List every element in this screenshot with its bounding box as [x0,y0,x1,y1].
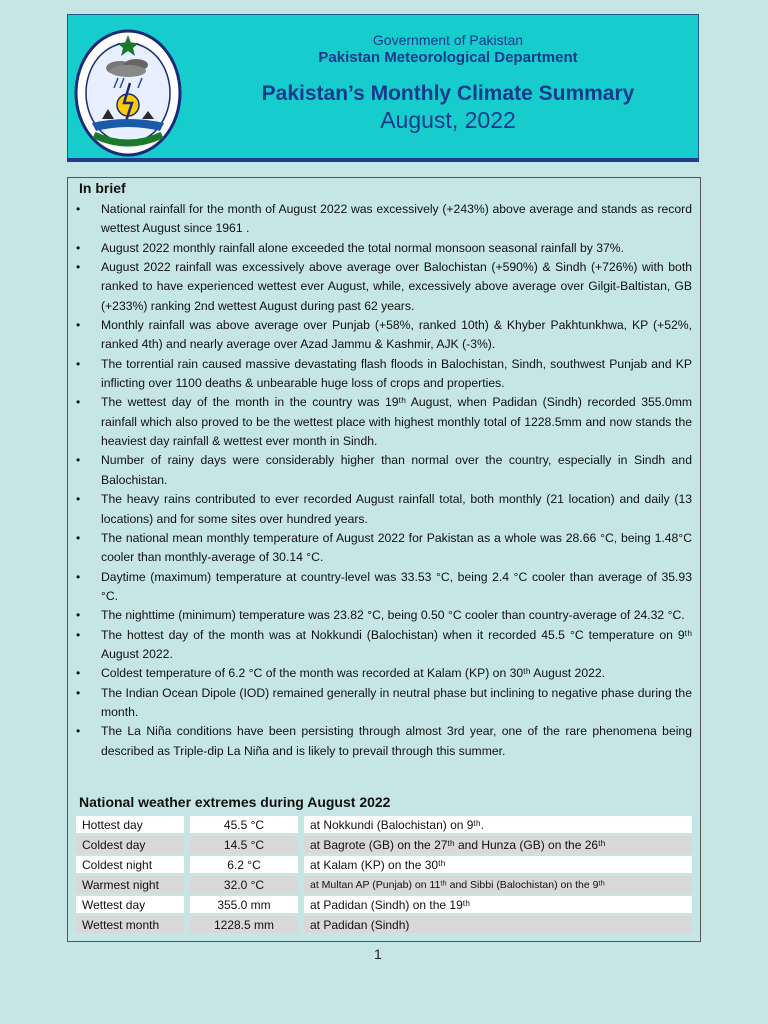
table-row [76,856,692,873]
bullet-text: National rainfall for the month of August 2022 was excessively (+243%) above average and stands as record wettest August since 1961 . [101,202,692,236]
bullet-text: The La Niña conditions have been persisting through almost 3rd year, one of the rare phenomena being described as Triple-dip La Niña and is likely to prevail through this summer. [101,724,692,758]
government-label: Government of Pakistan [372,32,524,48]
extreme-detail: at Nokkundi (Balochistan) on 9ᵗʰ. [304,816,692,833]
department-label: Pakistan Meteorological Department [318,49,578,66]
bullet-icon: • [76,627,81,642]
extreme-label: Wettest month [76,916,184,933]
table-row [76,876,692,893]
extreme-label: Hottest day [76,816,184,833]
extreme-value: 45.5 °C [190,816,298,833]
bullet-text: The torrential rain caused massive devastating flash floods in Balochistan, Sindh, southwest Punjab and KP inflicting over 1100 deaths & unbearable huge loss of crops and properties. [101,356,692,391]
header-divider [67,158,699,162]
table-row [76,916,692,933]
bullet-icon: • [76,356,81,371]
bullet-icon: • [76,608,81,623]
bullet-text: The nighttime (minimum) temperature was 23.82 °C, being 0.50 °C cooler than country-average of 24.32 °C. [101,608,685,623]
list-item [68,258,696,316]
extremes-heading: National weather extremes during August 2022 [79,794,391,810]
bullet-icon: • [76,395,81,410]
bullet-text: The hottest day of the month was at Nokkundi (Balochistan) when it recorded 45.5 °C temperature on 9ᵗʰ August 2022. [101,627,692,661]
brief-heading: In brief [79,180,126,196]
bullet-icon: • [76,453,81,468]
list-item [68,529,696,568]
bullet-icon: • [76,724,81,739]
page-number: 1 [374,946,382,962]
list-item [68,684,696,723]
bullet-text: Coldest temperature of 6.2 °C of the month was recorded at Kalam (KP) on 30ᵗʰ August 2022. [101,666,606,681]
bullet-icon: • [76,530,81,545]
extreme-label: Coldest day [76,836,184,853]
bullet-text: The wettest day of the month in the country was 19ᵗʰ August, when Padidan (Sindh) recorded 355.0mm rainfall which also proved to be the wettest place with highest monthly total of 1228.5mm and now stands the heaviest day rainfall & wettest ever month in Sindh. [101,395,692,449]
list-item [68,316,696,355]
list-item [68,393,696,451]
bullet-icon: • [76,492,81,507]
extreme-detail: at Multan AP (Punjab) on 11ᵗʰ and Sibbi (Balochistan) on the 9ᵗʰ [304,876,692,893]
pmd-logo [72,23,184,159]
bullet-icon: • [76,240,81,255]
report-month: August, 2022 [380,107,516,133]
list-item [68,722,696,761]
bullet-text: The Indian Ocean Dipole (IOD) remained generally in neutral phase but inclining to negative phase during the month. [101,685,692,719]
summary-panel [67,177,701,942]
report-header [67,14,699,160]
bullet-icon: • [76,569,81,584]
extreme-detail: at Bagrote (GB) on the 27ᵗʰ and Hunza (GB) on the 26ᵗʰ [304,836,692,853]
bullet-text: The national mean monthly temperature of August 2022 for Pakistan as a whole was 28.66 °C, being 1.48°C cooler than monthly-average of 30.14 °C. [101,530,692,565]
extreme-label: Warmest night [76,876,184,893]
extreme-value: 14.5 °C [190,836,298,853]
table-row [76,896,692,913]
report-title: Pakistan’s Monthly Climate Summary [261,82,635,105]
bullet-text: Daytime (maximum) temperature at country-level was 33.53 °C, being 2.4 °C cooler than average of 35.93 °C. [101,569,692,603]
list-item [68,626,696,665]
list-item [68,568,696,607]
extreme-value: 32.0 °C [190,876,298,893]
extreme-detail: at Padidan (Sindh) on the 19ᵗʰ [304,896,692,913]
extreme-label: Wettest day [76,896,184,913]
extremes-table [76,813,692,936]
list-item [68,451,696,490]
bullet-icon: • [76,685,81,700]
bullet-icon: • [76,318,81,333]
bullet-text: Monthly rainfall was above average over Punjab (+58%, ranked 10th) & Khyber Pakhtunkhwa, KP (+52%, ranked 4th) and nearly average over Azad Jammu & Kashmir, AJK (-3%). [101,318,692,352]
bullet-text: The heavy rains contributed to ever recorded August rainfall total, both monthly (21 location) and daily (13 locations) and for some sites over hundred years. [101,492,692,526]
extreme-value: 6.2 °C [190,856,298,873]
bullet-icon: • [76,666,81,681]
bullet-text: August 2022 rainfall was excessively above average over Balochistan (+590%) & Sindh (+726%) with both ranked to have experienced wettest ever August, while, excessively above average over Gilgit-Baltistan, GB (+233%) ranking 2nd wettest August during past 62 years. [101,260,692,313]
brief-list [68,200,696,761]
extreme-value: 355.0 mm [190,896,298,913]
extreme-value: 1228.5 mm [190,916,298,933]
list-item [68,200,696,239]
extreme-detail: at Padidan (Sindh) [304,916,692,933]
list-item [68,490,696,529]
bullet-icon: • [76,260,81,275]
bullet-icon: • [76,202,81,216]
list-item [68,239,696,258]
list-item [68,355,696,394]
table-row [76,836,692,853]
table-row [76,816,692,833]
list-item [68,606,696,625]
extreme-detail: at Kalam (KP) on the 30ᵗʰ [304,856,692,873]
bullet-text: August 2022 monthly rainfall alone exceeded the total normal monsoon seasonal rainfall by 37%. [101,240,625,255]
list-item [68,664,696,683]
bullet-text: Number of rainy days were considerably higher than normal over the country, especially in Sindh and Balochistan. [101,453,692,487]
extreme-label: Coldest night [76,856,184,873]
